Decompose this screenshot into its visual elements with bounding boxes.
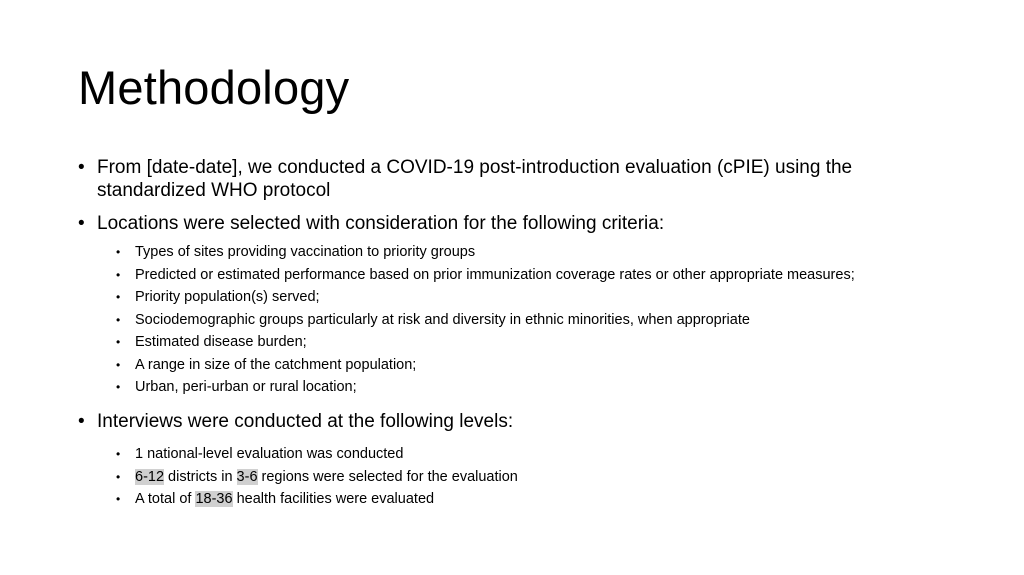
sub-bullet-text: 1 national-level evaluation was conducted	[135, 446, 404, 462]
bullet-item	[78, 212, 928, 235]
sub-bullet-text: A range in size of the catchment population;	[135, 356, 417, 373]
highlighted-range: 18-36	[195, 491, 233, 507]
sub-bullet-text: Predicted or estimated performance based on prior immunization coverage rates or other appropriate measures;	[135, 266, 855, 283]
sub-bullet-item	[78, 311, 928, 329]
sub-bullet-item	[78, 288, 928, 306]
bullet-marker: •	[78, 411, 85, 432]
sub-bullet-marker: •	[116, 447, 121, 461]
sub-bullet-marker: •	[116, 335, 121, 349]
sub-bullet-text: A total of	[135, 491, 196, 507]
sub-bullet-marker: •	[116, 267, 121, 282]
sub-bullet-marker: •	[116, 290, 121, 304]
bullet-text: From [date-date], we conducted a COVID-19 post-introduction evaluation (cPIE) using the standardized WHO protocol	[97, 157, 853, 201]
sub-bullet-marker: •	[116, 357, 121, 372]
sub-bullet-item	[78, 243, 928, 261]
sub-bullet-text: Types of sites providing vaccination to priority groups	[135, 244, 476, 260]
sub-bullet-marker: •	[116, 380, 121, 394]
sub-bullet-text: Sociodemographic groups particularly at risk and diversity in ethnic minorities, when appropriate	[135, 311, 750, 328]
sub-bullet-marker: •	[116, 245, 121, 259]
sub-bullet-text: Urban, peri-urban or rural location;	[135, 379, 357, 395]
sub-bullet-text: districts in	[164, 468, 237, 485]
slide-title: Methodology	[78, 61, 350, 114]
sub-bullet-text: Priority population(s) served;	[135, 289, 320, 305]
highlighted-range: 3-6	[236, 468, 258, 485]
bullet-marker: •	[78, 213, 85, 234]
bullet-marker: •	[78, 157, 85, 178]
bullet-item	[78, 156, 928, 202]
highlighted-range: 6-12	[135, 468, 165, 485]
bullet-text: Interviews were conducted at the following levels:	[97, 411, 514, 432]
sub-bullet-item	[78, 468, 928, 486]
sub-bullet-text: health facilities were evaluated	[232, 491, 435, 507]
sub-bullet-item	[78, 266, 928, 284]
sub-bullet-marker: •	[116, 469, 121, 484]
sub-bullet-item	[78, 333, 928, 351]
sub-bullet-item	[78, 445, 928, 463]
sub-bullet-item	[78, 356, 928, 374]
slide-body	[78, 156, 928, 508]
sub-bullet-text: Estimated disease burden;	[135, 334, 307, 350]
sub-bullet-text: regions were selected for the evaluation	[257, 468, 518, 485]
sub-bullet-marker: •	[116, 492, 121, 506]
bullet-text: Locations were selected with consideration for the following criteria:	[97, 213, 665, 234]
sub-bullet-item	[78, 490, 928, 508]
sub-bullet-item	[78, 378, 928, 396]
bullet-item	[78, 410, 928, 433]
sub-bullet-marker: •	[116, 312, 121, 327]
